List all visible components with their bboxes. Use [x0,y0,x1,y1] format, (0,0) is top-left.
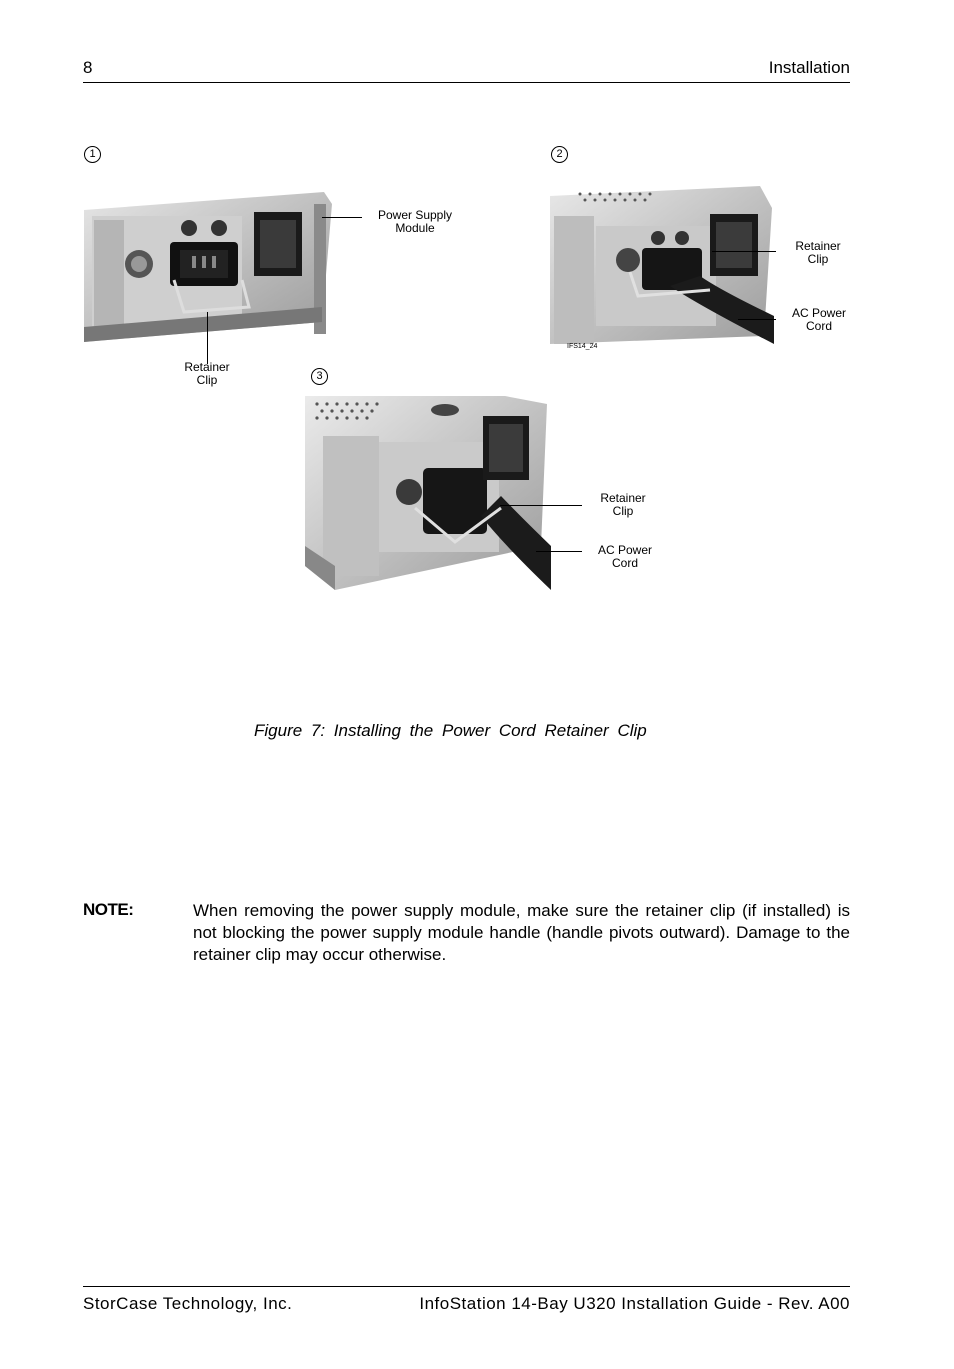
note-text: When removing the power supply module, make sure the retainer clip (if installed) is not blocking the power supply module handle (handle pivots outward). Damage to the retainer clip may occur otherwise. [193,901,850,964]
label-ac-power-cord-2: AC Power Cord [791,306,847,333]
footer-company: StorCase Technology, Inc. [83,1294,293,1313]
label-retainer-clip-2: Retainer Clip [795,239,841,266]
label-ac-power-cord-3: AC Power Cord [597,543,653,570]
header-rule [83,82,850,83]
page-number: 8 [83,58,93,77]
footer-rule [83,1286,850,1287]
footer-doc-title: InfoStation 14-Bay U320 Installation Guide - Rev. A00 [419,1294,850,1313]
leader-retainer-1 [207,312,208,364]
leader-retainer-3 [500,505,582,506]
leader-retainer-2 [712,251,776,252]
figure-caption: Figure 7: Installing the Power Cord Retainer Clip [254,721,647,740]
figure-code: IFS14_24 [567,343,598,350]
leader-power-supply [322,217,362,218]
label-power-supply-module: Power Supply Module [377,208,453,235]
leader-ac-cord-2 [738,319,776,320]
section-title: Installation [768,58,850,77]
power-supply-photo-2 [550,186,774,344]
label-retainer-clip-3: Retainer Clip [600,491,646,518]
note-label: NOTE: [83,900,134,919]
label-retainer-clip-1: Retainer Clip [184,360,230,387]
panel-number-2: 2 [551,146,568,163]
panel-number-1: 1 [84,146,101,163]
power-supply-photo-1 [84,192,332,344]
power-supply-photo-3 [305,396,551,590]
leader-ac-cord-3 [536,551,582,552]
panel-number-3: 3 [311,368,328,385]
